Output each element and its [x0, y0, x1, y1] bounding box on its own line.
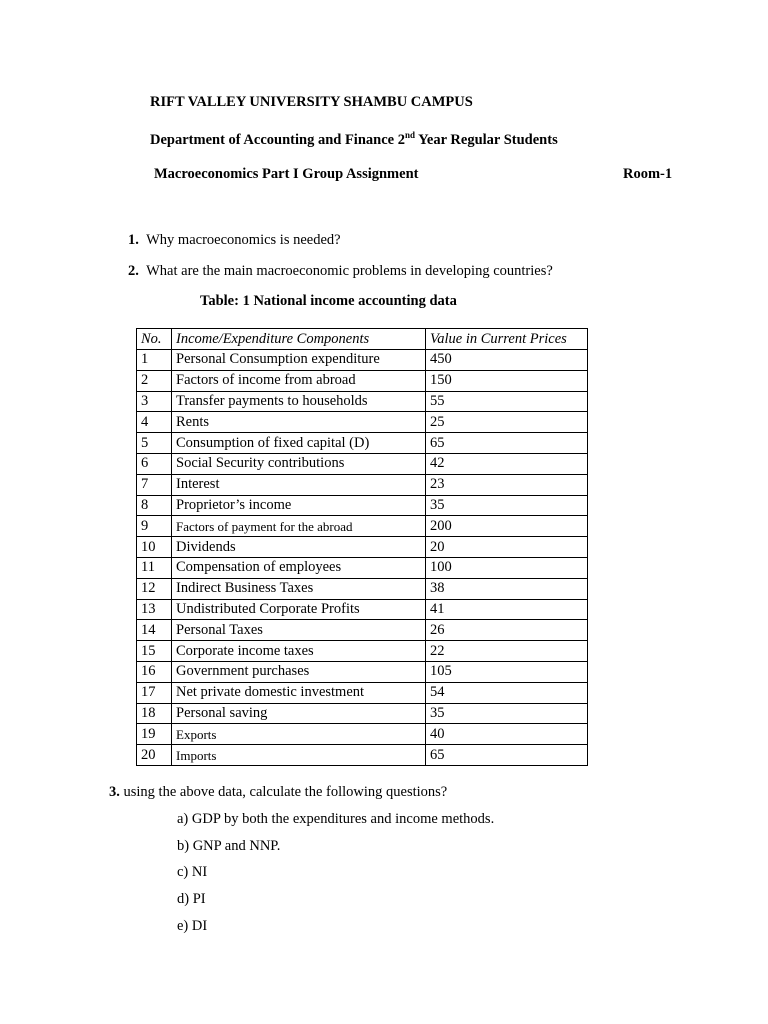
cell-component: Personal saving [172, 703, 426, 724]
table-caption: Table: 1 National income accounting data [200, 293, 457, 309]
table-row [137, 453, 588, 474]
cell-value: 23 [426, 474, 588, 495]
cell-value: 65 [426, 433, 588, 454]
cell-component: Dividends [172, 537, 426, 558]
cell-no: 17 [137, 682, 172, 703]
subquestion-d: d) PI [177, 891, 206, 907]
cell-value: 65 [426, 745, 588, 766]
table-row [137, 516, 588, 537]
cell-no: 13 [137, 599, 172, 620]
cell-component: Undistributed Corporate Profits [172, 599, 426, 620]
cell-no: 15 [137, 641, 172, 662]
cell-component: Transfer payments to households [172, 391, 426, 412]
cell-no: 12 [137, 578, 172, 599]
cell-component: Exports [172, 724, 426, 745]
department-line [150, 130, 558, 149]
table-row [137, 350, 588, 371]
question-2-number: 2. [128, 263, 139, 279]
cell-no: 18 [137, 703, 172, 724]
cell-no: 10 [137, 537, 172, 558]
table-row [137, 578, 588, 599]
course-title: Macroeconomics Part I Group Assignment [154, 166, 419, 182]
column-header-value: Value in Current Prices [426, 329, 588, 350]
table-body [137, 350, 588, 766]
question-2-text: What are the main macroeconomic problems in developing countries? [146, 263, 553, 279]
cell-component: Net private domestic investment [172, 682, 426, 703]
cell-value: 450 [426, 350, 588, 371]
cell-no: 2 [137, 370, 172, 391]
university-title: RIFT VALLEY UNIVERSITY SHAMBU CAMPUS [150, 94, 473, 110]
cell-component: Rents [172, 412, 426, 433]
cell-value: 22 [426, 641, 588, 662]
table-row [137, 599, 588, 620]
cell-no: 16 [137, 661, 172, 682]
cell-value: 35 [426, 495, 588, 516]
cell-component: Interest [172, 474, 426, 495]
table-row [137, 412, 588, 433]
table-row [137, 537, 588, 558]
room-label: Room-1 [623, 166, 673, 182]
cell-no: 19 [137, 724, 172, 745]
cell-component: Compensation of employees [172, 557, 426, 578]
cell-component: Indirect Business Taxes [172, 578, 426, 599]
subquestion-a: a) GDP by both the expenditures and income methods. [177, 811, 495, 827]
question-3-number: 3. [109, 784, 120, 800]
column-header-component: Income/Expenditure Components [172, 329, 426, 350]
cell-no: 4 [137, 412, 172, 433]
table-row [137, 661, 588, 682]
cell-value: 38 [426, 578, 588, 599]
cell-component: Corporate income taxes [172, 641, 426, 662]
table-row [137, 620, 588, 641]
table-row [137, 474, 588, 495]
cell-component: Personal Consumption expenditure [172, 350, 426, 371]
cell-value: 42 [426, 453, 588, 474]
question-3-text: using the above data, calculate the following questions? [123, 784, 448, 800]
subquestion-e: e) DI [177, 918, 208, 934]
question-1-number: 1. [128, 232, 139, 248]
cell-value: 35 [426, 703, 588, 724]
cell-no: 1 [137, 350, 172, 371]
cell-component: Consumption of fixed capital (D) [172, 433, 426, 454]
cell-no: 6 [137, 453, 172, 474]
cell-value: 40 [426, 724, 588, 745]
table-row [137, 682, 588, 703]
cell-value: 200 [426, 516, 588, 537]
question-1-text: Why macroeconomics is needed? [146, 232, 341, 248]
department-sup: nd [404, 130, 415, 140]
table-row [137, 745, 588, 766]
question-1 [128, 232, 341, 249]
cell-value: 41 [426, 599, 588, 620]
cell-no: 3 [137, 391, 172, 412]
cell-value: 55 [426, 391, 588, 412]
national-income-table [136, 328, 588, 766]
table-row [137, 370, 588, 391]
cell-no: 7 [137, 474, 172, 495]
cell-value: 100 [426, 557, 588, 578]
cell-component: Imports [172, 745, 426, 766]
column-header-no: No. [137, 329, 172, 350]
cell-value: 26 [426, 620, 588, 641]
cell-component: Social Security contributions [172, 453, 426, 474]
department-suffix: Year Regular Students [414, 131, 558, 148]
cell-component: Factors of income from abroad [172, 370, 426, 391]
cell-no: 8 [137, 495, 172, 516]
cell-component: Government purchases [172, 661, 426, 682]
cell-no: 9 [137, 516, 172, 537]
cell-component: Factors of payment for the abroad [172, 516, 426, 537]
cell-no: 20 [137, 745, 172, 766]
table-row [137, 724, 588, 745]
question-2 [128, 263, 553, 280]
subquestion-b: b) GNP and NNP. [177, 838, 281, 854]
cell-component: Personal Taxes [172, 620, 426, 641]
table-row [137, 557, 588, 578]
cell-no: 11 [137, 557, 172, 578]
question-3 [109, 784, 447, 801]
table-row [137, 703, 588, 724]
cell-no: 5 [137, 433, 172, 454]
table-row [137, 641, 588, 662]
table-header-row [137, 329, 588, 350]
cell-value: 20 [426, 537, 588, 558]
table-row [137, 433, 588, 454]
cell-value: 150 [426, 370, 588, 391]
subquestion-c: c) NI [177, 864, 208, 880]
cell-value: 54 [426, 682, 588, 703]
table-row [137, 391, 588, 412]
department-prefix: Department of Accounting and Finance 2 [150, 131, 405, 148]
cell-value: 25 [426, 412, 588, 433]
table-row [137, 495, 588, 516]
cell-no: 14 [137, 620, 172, 641]
cell-value: 105 [426, 661, 588, 682]
cell-component: Proprietor’s income [172, 495, 426, 516]
